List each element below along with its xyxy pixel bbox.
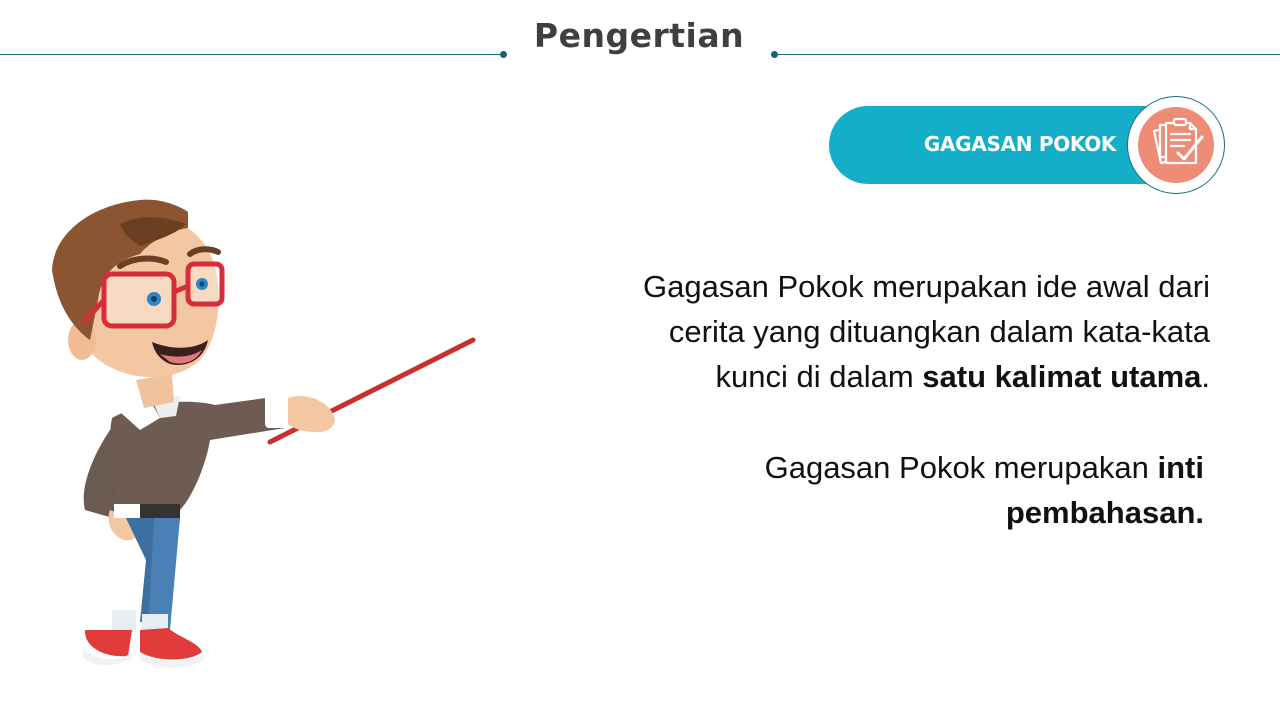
- header-line-left: [0, 54, 503, 55]
- definition-line-3-prefix: kunci di dalam: [715, 359, 923, 394]
- header-line-right: [775, 54, 1280, 55]
- definition-paragraph: [570, 264, 1210, 399]
- summary-paragraph: [644, 445, 1204, 535]
- section-pill-label: GAGASAN POKOK: [923, 132, 1117, 156]
- definition-line-3: [570, 354, 1210, 399]
- definition-line-3-suffix: .: [1201, 359, 1210, 394]
- teacher-with-pointer-illustration: [40, 190, 480, 680]
- summary-line-1-prefix: Gagasan Pokok merupakan: [764, 450, 1158, 485]
- documents-checklist-icon: [1138, 107, 1214, 183]
- summary-line-2: pembahasan.: [1005, 495, 1204, 530]
- definition-line-3-bold: satu kalimat utama: [922, 359, 1202, 394]
- summary-line-1: [644, 445, 1204, 490]
- definition-line-2: cerita yang dituangkan dalam kata-kata: [668, 314, 1210, 349]
- page-title: Pengertian: [533, 16, 745, 55]
- definition-line-1: Gagasan Pokok merupakan ide awal dari: [643, 269, 1210, 304]
- summary-line-1-bold: inti: [1157, 450, 1204, 485]
